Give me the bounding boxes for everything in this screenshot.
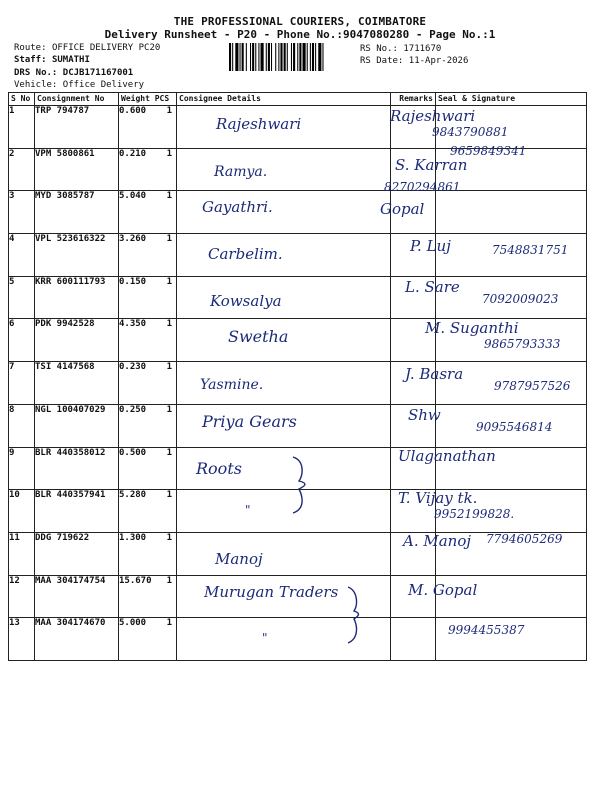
- weight-pcs-cell: [119, 234, 177, 277]
- consignment-cell: TSI 4147568: [35, 362, 119, 405]
- consignment-cell: BLR 440358012: [35, 447, 119, 490]
- signature-handwriting: M. Gopal: [408, 580, 478, 599]
- pcs-value: 1: [166, 490, 172, 501]
- weight-pcs-cell: [119, 404, 177, 447]
- consignment-cell: TRP 794787: [35, 106, 119, 149]
- consignee-handwriting: Manoj: [215, 550, 263, 568]
- col-header-consignee: Consignee Details: [177, 93, 391, 106]
- rs-date-value: 11-Apr-2026: [408, 56, 469, 66]
- pcs-value: 1: [166, 362, 172, 373]
- vehicle-label: Vehicle:: [14, 80, 58, 90]
- weight-pcs-cell: [119, 362, 177, 405]
- drs-line: [14, 68, 133, 78]
- sno-cell: 8: [9, 404, 35, 447]
- barcode: [229, 43, 356, 71]
- weight-pcs-cell: [119, 447, 177, 490]
- pcs-value: 1: [166, 404, 172, 415]
- consignee-handwriting: ": [262, 631, 268, 646]
- route-value: OFFICE DELIVERY PC20: [51, 43, 161, 53]
- consignment-cell: VPM 5800861: [35, 148, 119, 191]
- barcode-bar: [307, 43, 308, 71]
- weight-pcs-cell: [119, 618, 177, 661]
- phone-handwriting: 7794605269: [486, 532, 563, 546]
- weight-value: 0.230: [119, 362, 147, 373]
- rs-no-line: [360, 44, 441, 54]
- phone-handwriting: 7548831751: [492, 243, 569, 258]
- barcode-bar: [229, 43, 231, 71]
- col-header-sno: S No: [9, 93, 35, 106]
- signature-handwriting: P. Luj: [410, 237, 451, 256]
- consignment-cell: KRR 600111793: [35, 276, 119, 319]
- barcode-bar: [268, 43, 270, 71]
- pcs-value: 1: [166, 319, 172, 330]
- sno-cell: 4: [9, 234, 35, 277]
- pcs-value: 1: [166, 148, 172, 159]
- consignee-handwriting: Kowsalya: [210, 291, 282, 310]
- col-header-remarks: Remarks: [391, 93, 436, 106]
- barcode-bar: [271, 43, 272, 71]
- col-header-weight-pcs: [119, 93, 177, 106]
- weight-value: 5.040: [119, 191, 147, 202]
- pcs-value: 1: [166, 106, 172, 116]
- table-header-row: [9, 93, 587, 106]
- signature-handwriting: Ulaganathan: [398, 446, 496, 465]
- col-header-pcs: PCS: [154, 94, 170, 103]
- barcode-bar: [235, 43, 238, 71]
- weight-value: 5.000: [119, 618, 147, 629]
- pcs-value: 1: [166, 191, 172, 202]
- phone-handwriting: 9843790881: [432, 125, 509, 139]
- staff-value: SUMATHI: [51, 55, 90, 65]
- consignee-handwriting: Yasmine.: [200, 377, 264, 394]
- rs-no-label: RS No.:: [360, 44, 398, 54]
- barcode-bar: [261, 43, 264, 71]
- barcode-bar: [266, 43, 267, 71]
- phone-handwriting: 9865793333: [484, 336, 561, 351]
- sno-cell: 13: [9, 618, 35, 661]
- staff-label: Staff:: [14, 55, 47, 65]
- consignee-handwriting: Gayathri.: [202, 198, 273, 217]
- pcs-value: 1: [166, 575, 172, 586]
- pcs-value: 1: [166, 618, 172, 629]
- weight-value: 3.260: [119, 234, 147, 245]
- barcode-bar: [255, 43, 256, 71]
- sno-cell: 12: [9, 575, 35, 618]
- consignee-handwriting: Ramya.: [214, 163, 268, 180]
- signature-handwriting: Shw: [408, 405, 441, 424]
- weight-pcs-cell: [119, 575, 177, 618]
- phone-handwriting: 7092009023: [482, 291, 559, 306]
- signature-handwriting: Rajeshwari: [390, 107, 476, 125]
- col-header-signature: Seal & Signature: [436, 93, 587, 106]
- weight-value: 0.600: [119, 106, 147, 116]
- barcode-bar: [322, 43, 323, 71]
- runsheet-table: [8, 92, 587, 661]
- weight-value: 0.500: [119, 447, 147, 458]
- consignment-cell: NGL 100407029: [35, 404, 119, 447]
- pcs-value: 1: [166, 234, 172, 245]
- weight-value: 1.300: [119, 532, 147, 543]
- pcs-value: 1: [166, 276, 172, 287]
- signature-handwriting: J. Basra: [405, 365, 464, 384]
- phone-handwriting: 9659849341: [450, 143, 527, 158]
- barcode-bar: [280, 43, 282, 71]
- consignment-cell: MAA 304174670: [35, 618, 119, 661]
- signature-handwriting: A. Manoj: [403, 532, 472, 550]
- weight-pcs-cell: [119, 191, 177, 234]
- weight-value: 0.150: [119, 276, 147, 287]
- sno-cell: 2: [9, 148, 35, 191]
- consignee-handwriting: Rajeshwari: [216, 115, 302, 133]
- weight-value: 0.210: [119, 148, 147, 159]
- barcode-bar: [284, 43, 286, 71]
- sheet-subtitle: Delivery Runsheet - P20 - Phone No.:9047080280 - Page No.:1: [104, 28, 496, 41]
- barcode-bar: [242, 43, 244, 71]
- sno-cell: 10: [9, 490, 35, 533]
- barcode-bar: [275, 43, 276, 71]
- signature-handwriting: T. Vijay tk.: [398, 489, 478, 508]
- phone-handwriting: 9787957526: [494, 379, 571, 394]
- barcode-bar: [312, 43, 314, 71]
- barcode-bar: [252, 43, 254, 71]
- signature-cell: [436, 191, 587, 234]
- consignee-handwriting: ": [245, 503, 251, 518]
- phone-handwriting: 9095546814: [476, 419, 553, 434]
- barcode-bar: [287, 43, 288, 71]
- weight-value: 0.250: [119, 404, 147, 415]
- route-line: [14, 43, 160, 53]
- phone-handwriting: 9952199828.: [434, 507, 515, 522]
- barcode-bar: [297, 43, 298, 71]
- weight-pcs-cell: [119, 490, 177, 533]
- consignment-cell: PDK 9942528: [35, 319, 119, 362]
- weight-pcs-cell: [119, 148, 177, 191]
- weight-value: 5.280: [119, 490, 147, 501]
- consignment-cell: VPL 523616322: [35, 234, 119, 277]
- table-row: [9, 191, 587, 234]
- barcode-bar: [278, 43, 279, 71]
- barcode-bar: [250, 43, 251, 71]
- weight-value: 4.350: [119, 319, 147, 330]
- consignee-handwriting: Carbelim.: [208, 245, 283, 264]
- barcode-bar: [303, 43, 306, 71]
- barcode-bar: [240, 43, 241, 71]
- consignee-cell: [177, 490, 391, 533]
- sno-cell: 5: [9, 276, 35, 319]
- weight-pcs-cell: [119, 276, 177, 319]
- drs-label: DRS No.:: [14, 68, 58, 78]
- rs-date-label: RS Date:: [360, 56, 404, 66]
- barcode-bar: [310, 43, 311, 71]
- signature-handwriting: Gopal: [380, 200, 425, 219]
- consignee-handwriting: Swetha: [228, 326, 289, 346]
- rs-date-line: [360, 56, 468, 66]
- sno-cell: 1: [9, 106, 35, 149]
- route-label: Route:: [14, 43, 47, 53]
- signature-handwriting: M. Suganthi: [425, 318, 519, 337]
- consignment-cell: BLR 440357941: [35, 490, 119, 533]
- barcode-bar: [232, 43, 233, 71]
- vehicle-value: Office Delivery: [62, 80, 145, 90]
- consignment-cell: DDG 719622: [35, 532, 119, 575]
- sno-cell: 9: [9, 447, 35, 490]
- consignee-cell: [177, 532, 391, 575]
- weight-pcs-cell: [119, 532, 177, 575]
- phone-handwriting: 9994455387: [448, 623, 525, 638]
- barcode-bar: [258, 43, 259, 71]
- consignee-cell: [177, 276, 391, 319]
- sno-cell: 6: [9, 319, 35, 362]
- consignee-handwriting: Priya Gears: [202, 411, 297, 431]
- consignment-cell: MAA 304174754: [35, 575, 119, 618]
- barcode-bar: [291, 43, 292, 71]
- ditto-brace: [285, 455, 315, 515]
- col-header-weight: Weight: [121, 94, 150, 103]
- signature-handwriting: S. Karran: [395, 155, 468, 174]
- drs-value: DCJB171167001: [62, 68, 134, 78]
- consignee-cell: [177, 148, 391, 191]
- weight-pcs-cell: [119, 106, 177, 149]
- weight-pcs-cell: [119, 319, 177, 362]
- vehicle-line: [14, 80, 144, 90]
- signature-handwriting: L. Sare: [405, 277, 460, 296]
- consignee-handwriting: Murugan Traders: [204, 582, 339, 601]
- ditto-brace-2: [344, 585, 366, 645]
- rs-no-value: 1711670: [403, 44, 442, 54]
- weight-value: 15.670: [119, 575, 152, 586]
- pcs-value: 1: [166, 532, 172, 543]
- sno-cell: 11: [9, 532, 35, 575]
- phone-handwriting: 8270294861: [384, 180, 461, 195]
- sno-cell: 3: [9, 191, 35, 234]
- consignee-handwriting: Roots: [196, 458, 242, 478]
- sheet-title: THE PROFESSIONAL COURIERS, COIMBATORE: [173, 15, 427, 28]
- pcs-value: 1: [166, 447, 172, 458]
- staff-line: [14, 55, 90, 65]
- barcode-bar: [299, 43, 301, 71]
- consignment-cell: MYD 3085787: [35, 191, 119, 234]
- barcode-bar: [293, 43, 295, 71]
- col-header-consignment: Consignment No: [35, 93, 119, 106]
- barcode-bar: [246, 43, 247, 71]
- barcode-bar: [318, 43, 321, 71]
- barcode-bar: [315, 43, 316, 71]
- sno-cell: 7: [9, 362, 35, 405]
- remarks-cell: [391, 618, 436, 661]
